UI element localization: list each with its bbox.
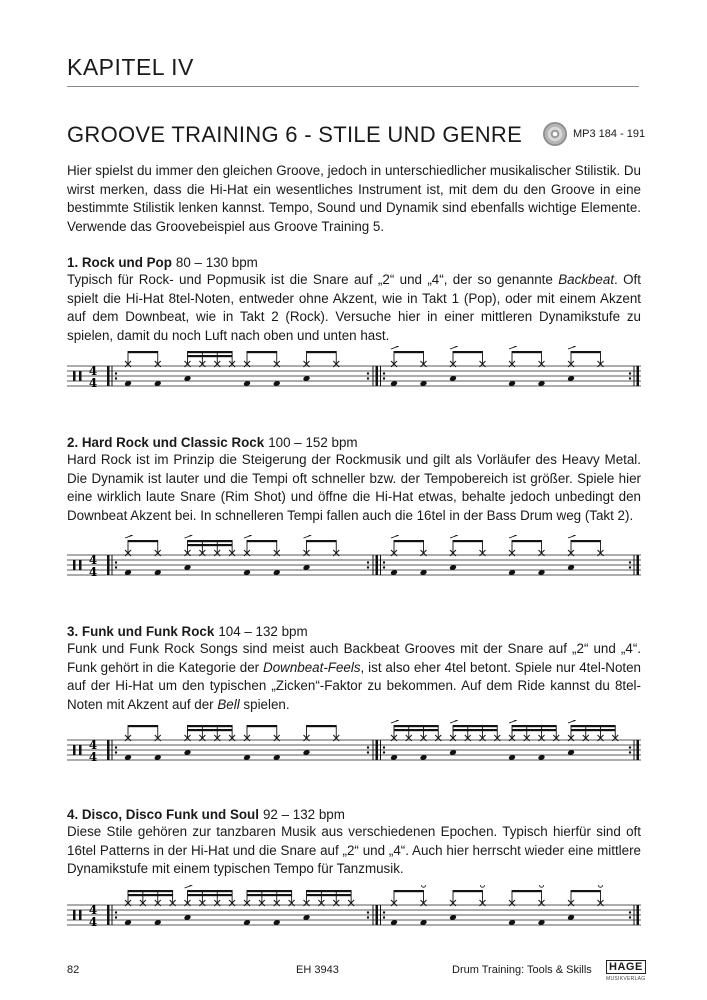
- time-signature-bottom: 4: [88, 750, 98, 764]
- note-beam: [394, 890, 424, 892]
- note-beam: [307, 890, 352, 892]
- page-title: GROOVE TRAINING 6 - STILE UND GENRE: [67, 122, 523, 147]
- accent-mark: [509, 720, 516, 723]
- section-bpm: 104 – 132 bpm: [218, 624, 308, 639]
- percussion-clef: [79, 371, 82, 381]
- section-title: 2. Hard Rock und Classic Rock: [67, 435, 265, 450]
- percussion-clef: [79, 745, 82, 755]
- note-beam: [188, 355, 233, 357]
- section-title: 4. Disco, Disco Funk und Soul: [67, 807, 259, 822]
- accent-mark: [391, 346, 398, 349]
- section-paragraph: Typisch für Rock- und Popmusik ist die Snare auf „2“ und „4“, der so genannte Backbeat. Oft spielt die Hi-Hat 8tel-Noten, entweder ohne Akzent, wie in Takt 1 (Pop), oder mit einem Akzent auf dem Downbeat, wie in Takt 2 (Rock). Versuche hier in einer mittleren Dynamikstufe zu spielen, damit du noch Luft nach oben und unten hast.: [67, 272, 641, 343]
- note-beam: [512, 351, 542, 353]
- drum-notation-staff: [67, 535, 643, 595]
- repeat-dot: [383, 377, 385, 379]
- repeat-dot: [367, 372, 369, 374]
- note-beam: [307, 725, 337, 727]
- section-heading: [67, 255, 258, 270]
- note-beam: [453, 540, 483, 542]
- accent-mark: [391, 535, 398, 538]
- repeat-dot: [629, 566, 631, 568]
- accent-mark: [185, 885, 192, 888]
- note-beam: [247, 540, 277, 542]
- repeat-dot: [115, 911, 117, 913]
- section-title: 1. Rock und Pop: [67, 255, 172, 270]
- accent-mark: [450, 535, 457, 538]
- publisher-logo-subtitle: MUSIKVERLAG: [606, 976, 646, 982]
- section-heading: [67, 807, 345, 822]
- repeat-dot: [115, 372, 117, 374]
- accent-mark: [509, 346, 516, 349]
- note-beam: [247, 725, 277, 727]
- note-beam: [188, 540, 233, 542]
- drum-notation-staff: [67, 720, 643, 780]
- note-beam: [128, 894, 173, 896]
- note-beam: [188, 544, 233, 546]
- note-beam: [188, 890, 233, 892]
- note-beam: [453, 890, 483, 892]
- accent-mark: [304, 535, 311, 538]
- time-signature-bottom: 4: [88, 565, 98, 579]
- repeat-dot: [115, 916, 117, 918]
- note-beam: [571, 540, 601, 542]
- repeat-dot: [629, 561, 631, 563]
- barline: [637, 740, 640, 760]
- drum-notation-staff: [67, 885, 643, 945]
- percussion-clef: [73, 745, 76, 755]
- percussion-clef: [73, 371, 76, 381]
- time-signature-top: 4: [88, 364, 98, 378]
- note-beam: [394, 540, 424, 542]
- note-beam: [188, 894, 233, 896]
- open-hihat-mark: [480, 885, 484, 887]
- section-paragraph: Funk und Funk Rock Songs sind meist auch Backbeat Grooves mit der Snare auf „2“ und „4“. Funk gehört in die Kategorie der Downbeat-Feels, ist also eher 4tel betont. Spiele nur 4tel-Noten auf der Hi-Hat um den typischen „Zicken“-Faktor zu bekommen. Auf dem Ride kannst du 8tel-Noten mit Akzent auf der Bell spielen.: [67, 641, 642, 712]
- accent-mark: [509, 535, 516, 538]
- repeat-dot: [383, 911, 385, 913]
- repeat-dot: [115, 751, 117, 753]
- barline: [107, 905, 110, 925]
- book-title: Drum Training: Tools & Skills: [452, 964, 592, 976]
- open-hihat-mark: [539, 885, 543, 887]
- note-beam: [453, 725, 497, 727]
- percussion-clef: [73, 560, 76, 570]
- section-paragraph: Diese Stile gehören zur tanzbaren Musik aus verschiedenen Epochen. Typisch hierfür sind oft 16tel Patterns in der Hi-Hat und die Snare auf „2“ und „4“. Auch hier herrscht wieder eine mittlere Dynamikstufe mit einem typischen Tempo für Tanzmusik.: [67, 824, 641, 877]
- note-beam: [512, 725, 556, 727]
- repeat-dot: [115, 377, 117, 379]
- intro-paragraph: Hier spielst du immer den gleichen Groove, jedoch in unterschiedlicher musikalischer Stilistik. Du wirst merken, dass die Hi-Hat ein wesentliches Instrument ist, mit dem du den Groove in eine bestimmte Stilistik lenken kannst. Tempo, Sound und Dynamik sind ebenfalls wichtige Elemente. Verwende das Groovebeispiel aus Groove Training 5.: [67, 163, 641, 234]
- note-beam: [394, 729, 438, 731]
- note-beam: [188, 351, 233, 353]
- time-signature-bottom: 4: [88, 915, 98, 929]
- barline: [637, 905, 640, 925]
- repeat-dot: [367, 916, 369, 918]
- cd-icon: [543, 122, 567, 146]
- note-beam: [571, 725, 615, 727]
- accent-mark: [450, 720, 457, 723]
- repeat-dot: [629, 911, 631, 913]
- note-beam: [571, 351, 601, 353]
- edition-code: EH 3943: [296, 964, 339, 976]
- barline: [376, 905, 379, 925]
- note-beam: [394, 725, 438, 727]
- repeat-dot: [629, 746, 631, 748]
- chapter-divider: [67, 86, 639, 87]
- repeat-dot: [367, 377, 369, 379]
- barline: [376, 740, 379, 760]
- repeat-dot: [115, 561, 117, 563]
- note-beam: [512, 540, 542, 542]
- note-beam: [128, 890, 173, 892]
- note-beam: [571, 890, 601, 892]
- note-beam: [188, 729, 233, 731]
- note-beam: [571, 729, 615, 731]
- repeat-dot: [367, 561, 369, 563]
- time-signature-top: 4: [88, 738, 98, 752]
- open-hihat-mark: [421, 885, 425, 887]
- note-beam: [247, 351, 277, 353]
- percussion-clef: [79, 910, 82, 920]
- note-beam: [307, 351, 337, 353]
- section-title: 3. Funk und Funk Rock: [67, 624, 215, 639]
- mp3-label: MP3 184 - 191: [573, 128, 646, 140]
- repeat-dot: [383, 566, 385, 568]
- note-beam: [128, 351, 158, 353]
- note-beam: [128, 540, 158, 542]
- accent-mark: [125, 535, 132, 538]
- accent-mark: [244, 535, 251, 538]
- accent-mark: [568, 720, 575, 723]
- repeat-dot: [383, 372, 385, 374]
- barline: [637, 366, 640, 386]
- repeat-dot: [383, 916, 385, 918]
- note-beam: [453, 729, 497, 731]
- percussion-clef: [79, 560, 82, 570]
- section-bpm: 80 – 130 bpm: [175, 255, 258, 270]
- note-beam: [394, 351, 424, 353]
- note-beam: [128, 725, 158, 727]
- note-beam: [307, 540, 337, 542]
- barline: [637, 555, 640, 575]
- accent-mark: [568, 535, 575, 538]
- barline: [376, 555, 379, 575]
- repeat-dot: [367, 751, 369, 753]
- repeat-dot: [115, 566, 117, 568]
- repeat-dot: [383, 746, 385, 748]
- time-signature-top: 4: [88, 553, 98, 567]
- section-heading: [67, 624, 308, 639]
- page-number: 82: [67, 964, 80, 976]
- section-paragraph: Hard Rock ist im Prinzip die Steigerung der Rockmusik und gilt als Vorläufer des Heavy Metal. Die Dynamik ist lauter und die Tempi oft schneller bzw. der Tempobereich ist größer. Spiele hier eine wirklich laute Snare (Rim Shot) und öffne die Hi-Hat etwas, behalte jedoch unbedingt den Downbeat Akzent bei. In schnelleren Tempi fallen auch die 16tel in der Bass Drum weg (Takt 2).: [67, 452, 641, 523]
- publisher-logo: HAGE: [606, 960, 646, 974]
- barline: [107, 555, 110, 575]
- note-beam: [188, 725, 233, 727]
- repeat-dot: [383, 561, 385, 563]
- repeat-dot: [629, 751, 631, 753]
- accent-mark: [391, 720, 398, 723]
- drum-notation-staff: [67, 346, 643, 406]
- time-signature-bottom: 4: [88, 376, 98, 390]
- repeat-dot: [383, 751, 385, 753]
- repeat-dot: [367, 566, 369, 568]
- note-beam: [307, 894, 352, 896]
- repeat-dot: [367, 911, 369, 913]
- repeat-dot: [367, 746, 369, 748]
- section-bpm: 92 – 132 bpm: [262, 807, 345, 822]
- barline: [107, 740, 110, 760]
- accent-mark: [450, 346, 457, 349]
- accent-mark: [185, 535, 192, 538]
- chapter-title: KAPITEL IV: [67, 54, 194, 80]
- barline: [376, 366, 379, 386]
- open-hihat-mark: [598, 885, 602, 887]
- note-beam: [453, 351, 483, 353]
- note-beam: [247, 890, 292, 892]
- note-beam: [512, 890, 542, 892]
- note-beam: [512, 729, 556, 731]
- barline: [107, 366, 110, 386]
- accent-mark: [568, 346, 575, 349]
- note-beam: [247, 894, 292, 896]
- percussion-clef: [73, 910, 76, 920]
- repeat-dot: [629, 377, 631, 379]
- time-signature-top: 4: [88, 903, 98, 917]
- section-heading: [67, 435, 358, 450]
- repeat-dot: [629, 372, 631, 374]
- mp3-reference: [543, 122, 645, 146]
- repeat-dot: [115, 746, 117, 748]
- section-bpm: 100 – 152 bpm: [268, 435, 358, 450]
- repeat-dot: [629, 916, 631, 918]
